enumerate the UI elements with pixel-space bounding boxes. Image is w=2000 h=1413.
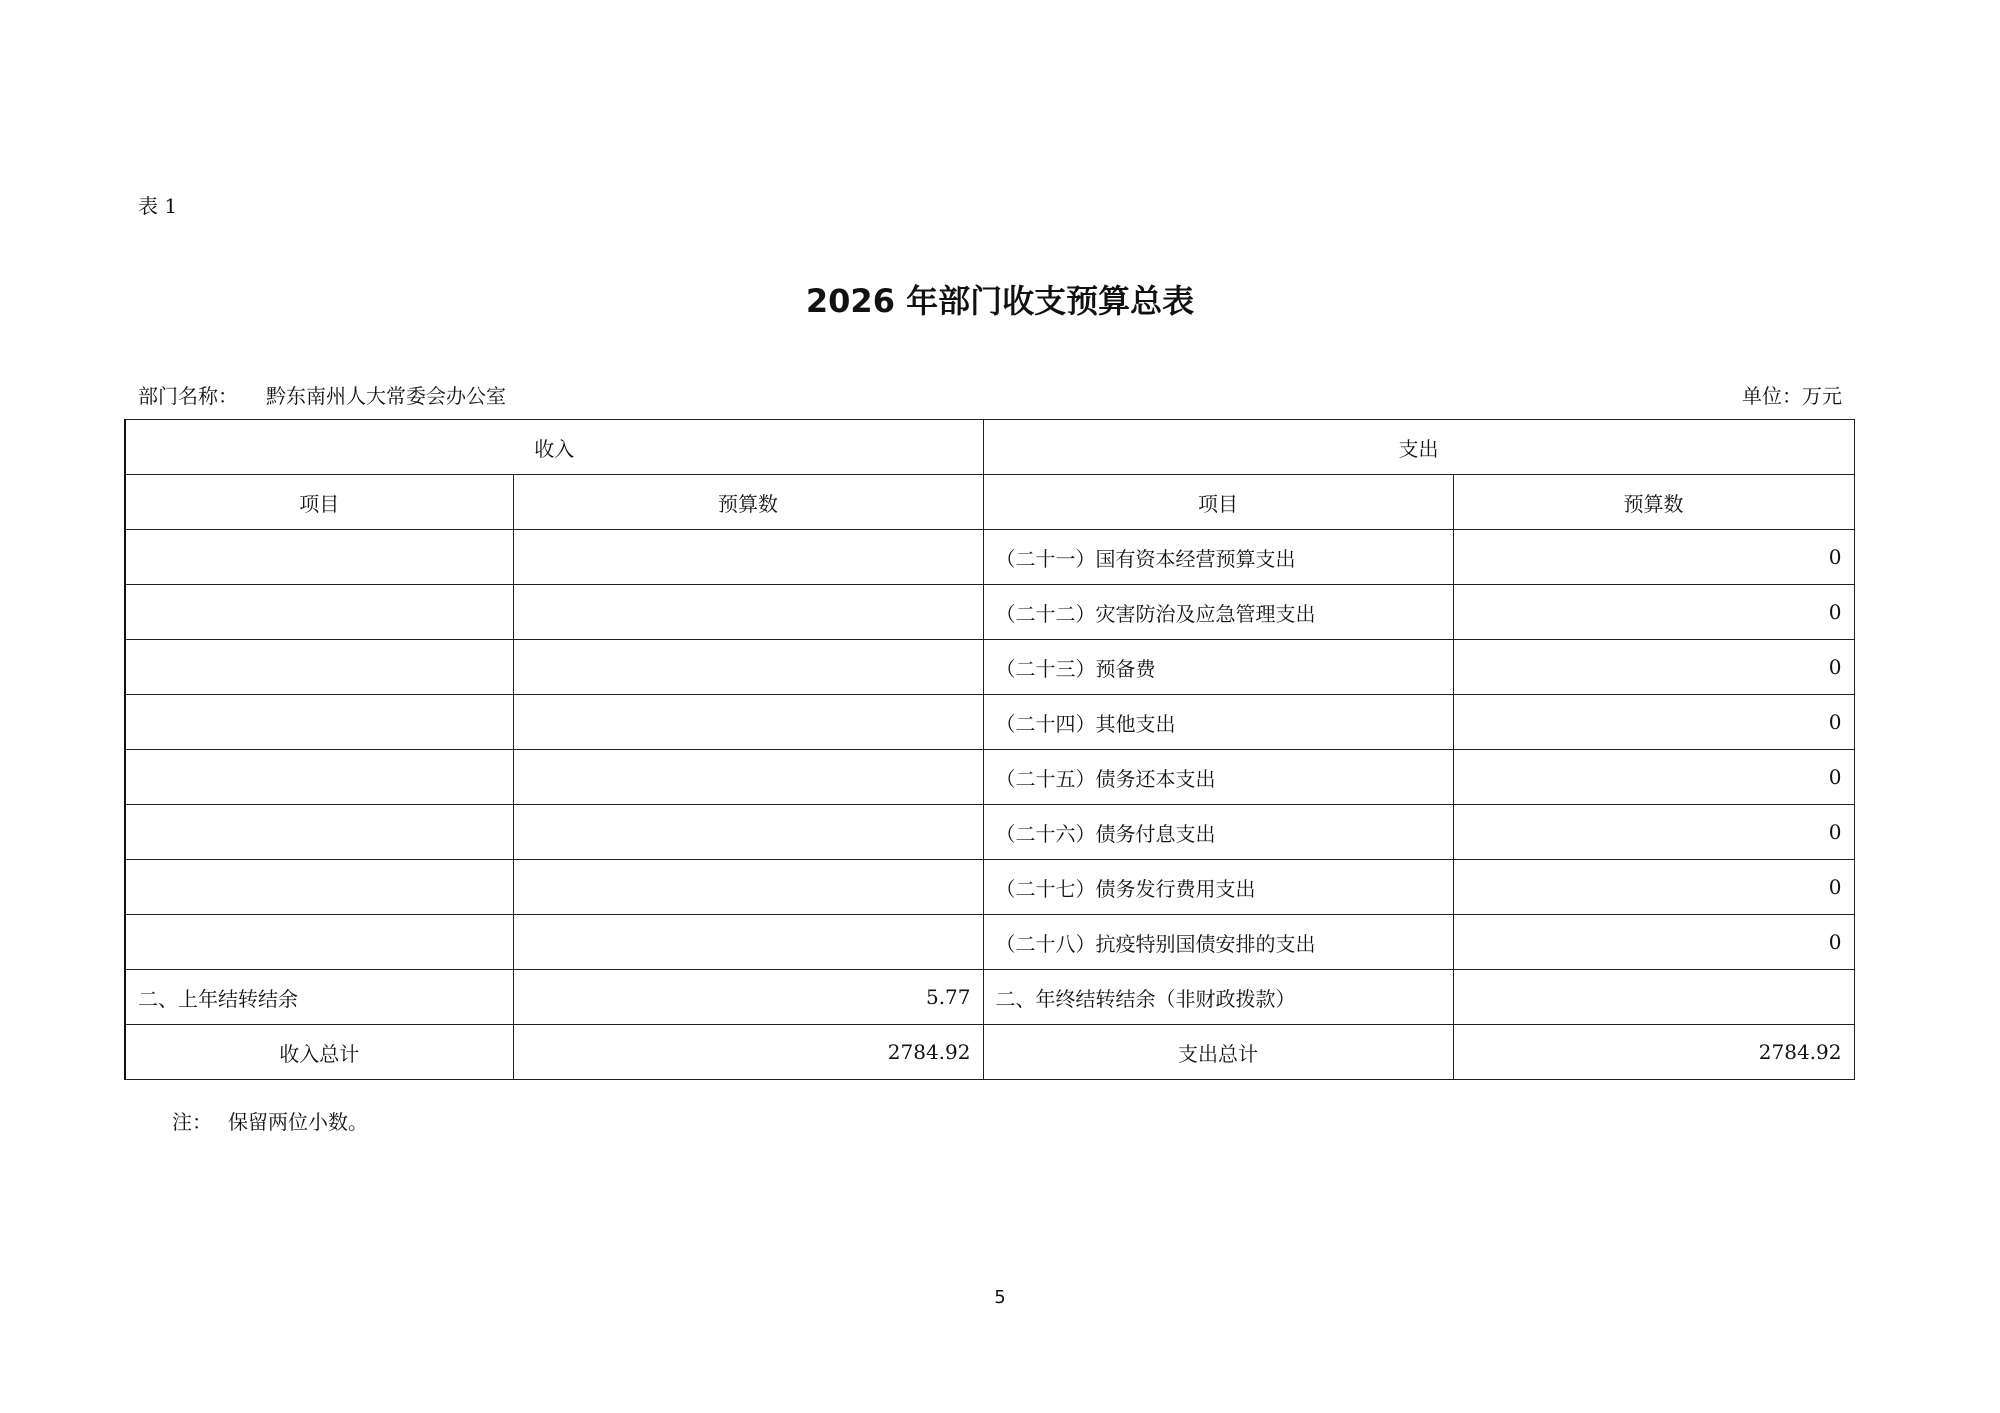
- expense-item-cell: （二十二）灾害防治及应急管理支出: [983, 585, 1453, 640]
- income-header: 收入: [125, 420, 983, 475]
- income-amount-cell: [513, 805, 983, 860]
- income-item-cell: [125, 750, 513, 805]
- footnote: [172, 1106, 368, 1135]
- expense-item-header: 项目: [983, 475, 1453, 530]
- table-row: [125, 860, 1854, 915]
- income-amount-cell: [513, 915, 983, 970]
- expense-item-cell: （二十三）预备费: [983, 640, 1453, 695]
- expense-amount-header: 预算数: [1453, 475, 1854, 530]
- totals-row: [125, 1025, 1854, 1080]
- table-number: 表 1: [138, 194, 178, 218]
- income-amount-cell: [513, 640, 983, 695]
- header-row-columns: [125, 475, 1854, 530]
- table-body: [125, 420, 1854, 1080]
- expense-amount-cell: [1453, 970, 1854, 1025]
- expense-amount-cell: 0: [1453, 805, 1854, 860]
- income-amount-cell: [513, 695, 983, 750]
- expense-item-cell: （二十六）债务付息支出: [983, 805, 1453, 860]
- expense-item-cell: （二十七）债务发行费用支出: [983, 860, 1453, 915]
- income-item-header: 项目: [125, 475, 513, 530]
- expense-header: 支出: [983, 420, 1854, 475]
- income-item-cell: [125, 915, 513, 970]
- income-amount-cell: [513, 750, 983, 805]
- income-amount-cell: [513, 860, 983, 915]
- footnote-text: 保留两位小数。: [228, 1110, 368, 1134]
- income-item-cell: [125, 530, 513, 585]
- income-amount-header: 预算数: [513, 475, 983, 530]
- expense-amount-cell: 0: [1453, 585, 1854, 640]
- expense-item-cell: （二十五）债务还本支出: [983, 750, 1453, 805]
- department-line: [138, 380, 506, 409]
- expense-item-cell: （二十八）抗疫特别国债安排的支出: [983, 915, 1453, 970]
- expense-item-cell: （二十一）国有资本经营预算支出: [983, 530, 1453, 585]
- department-name: 黔东南州人大常委会办公室: [266, 384, 506, 408]
- expense-item-cell: （二十四）其他支出: [983, 695, 1453, 750]
- income-total-value: 2784.92: [513, 1025, 983, 1080]
- income-item-cell: 二、上年结转结余: [125, 970, 513, 1025]
- expense-amount-cell: 0: [1453, 530, 1854, 585]
- income-item-cell: [125, 640, 513, 695]
- income-amount-cell: [513, 530, 983, 585]
- expense-total-value: 2784.92: [1453, 1025, 1854, 1080]
- page-title: 2026 年部门收支预算总表: [805, 282, 1195, 320]
- footnote-label: 注：: [172, 1110, 212, 1134]
- table-row: [125, 805, 1854, 860]
- table-row: [125, 695, 1854, 750]
- expense-item-cell: 二、年终结转结余（非财政拨款）: [983, 970, 1453, 1025]
- expense-amount-cell: 0: [1453, 860, 1854, 915]
- expense-amount-cell: 0: [1453, 750, 1854, 805]
- department-label: 部门名称：: [138, 384, 238, 408]
- income-amount-cell: 5.77: [513, 970, 983, 1025]
- income-item-cell: [125, 860, 513, 915]
- table-row: [125, 640, 1854, 695]
- unit-label: 单位：万元: [1742, 384, 1842, 408]
- table-row: [125, 970, 1854, 1025]
- expense-amount-cell: 0: [1453, 695, 1854, 750]
- income-item-cell: [125, 695, 513, 750]
- table-row: [125, 585, 1854, 640]
- income-total-label: 收入总计: [125, 1025, 513, 1080]
- table-row: [125, 530, 1854, 585]
- table-row: [125, 750, 1854, 805]
- page-number: 5: [994, 1287, 1006, 1308]
- income-item-cell: [125, 585, 513, 640]
- expense-amount-cell: 0: [1453, 915, 1854, 970]
- budget-summary-table: [124, 419, 1855, 1080]
- income-amount-cell: [513, 585, 983, 640]
- expense-total-label: 支出总计: [983, 1025, 1453, 1080]
- header-row-section: [125, 420, 1854, 475]
- expense-amount-cell: 0: [1453, 640, 1854, 695]
- income-item-cell: [125, 805, 513, 860]
- table-row: [125, 915, 1854, 970]
